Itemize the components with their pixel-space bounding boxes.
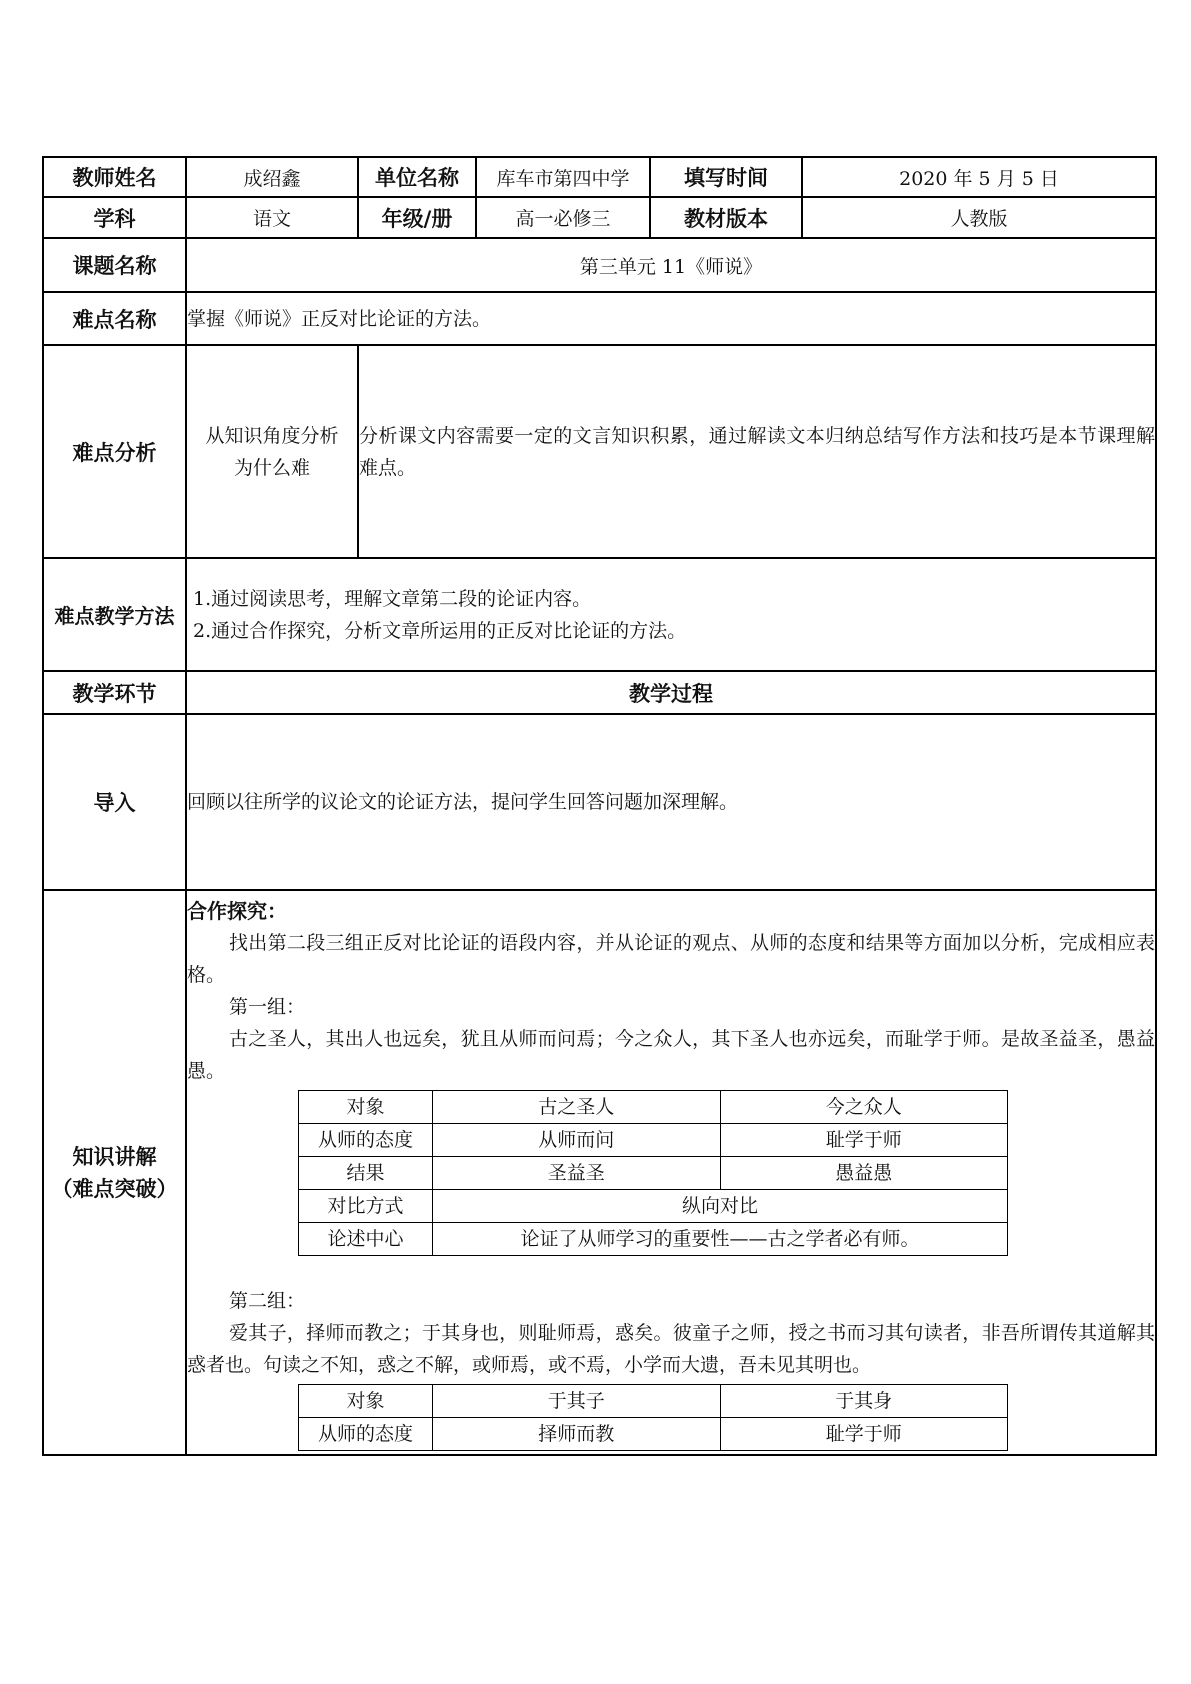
grade-value: 高一必修三 (476, 197, 650, 238)
info-row-2 (43, 197, 1156, 238)
knowledge-content (186, 890, 1156, 1455)
table-cell: 对比方式 (299, 1190, 433, 1223)
group1-row-center (299, 1223, 1008, 1256)
table-cell: 从师的态度 (299, 1124, 433, 1157)
knowledge-label-line1: 知识讲解 (72, 1144, 157, 1169)
analysis-sub-label-line2: 为什么难 (233, 456, 310, 479)
analysis-row (43, 345, 1156, 558)
table-cell: 纵向对比 (433, 1190, 1008, 1223)
difficulty-label: 难点名称 (43, 292, 186, 345)
unit-name-value: 库车市第四中学 (476, 157, 650, 197)
table-cell: 耻学于师 (720, 1124, 1008, 1157)
subject-label: 学科 (43, 197, 186, 238)
fill-time-value: 2020 年 5 月 5 日 (802, 157, 1156, 197)
group2-title: 第二组： (229, 1290, 306, 1312)
method-value (186, 558, 1156, 671)
group2-row-attitude (299, 1418, 1008, 1451)
topic-row (43, 238, 1156, 292)
group2-table (298, 1384, 1008, 1451)
table-cell: 从师而问 (433, 1124, 720, 1157)
group1-text: 古之圣人，其出人也远矣，犹且从师而问焉；今之众人，其下圣人也亦远矣，而耻学于师。是故圣益圣，愚益愚。 (187, 1028, 1155, 1082)
table-cell: 圣益圣 (433, 1157, 720, 1190)
group2-text: 爱其子，择师而教之；于其身也，则耻师焉，惑矣。彼童子之师，授之书而习其句读者，非吾所谓传其道解其惑者也。句读之不知，惑之不解，或师焉，或不焉，小学而大遗，吾未见其明也。 (187, 1322, 1155, 1376)
edition-value: 人教版 (802, 197, 1156, 238)
analysis-sub-label (186, 345, 358, 558)
edition-label: 教材版本 (650, 197, 802, 238)
table-cell: 古之圣人 (433, 1091, 720, 1124)
intro-label: 导入 (43, 714, 186, 890)
table-cell: 今之众人 (720, 1091, 1008, 1124)
subject-value: 语文 (186, 197, 358, 238)
fill-time-label: 填写时间 (650, 157, 802, 197)
grade-label: 年级/册 (358, 197, 476, 238)
table-cell: 从师的态度 (299, 1418, 433, 1451)
group1-row-result (299, 1157, 1008, 1190)
analysis-sub-label-line1: 从知识角度分析 (205, 424, 339, 447)
table-cell: 于其子 (433, 1385, 720, 1418)
difficulty-row (43, 292, 1156, 345)
info-row-1 (43, 157, 1156, 197)
lesson-plan-page (42, 156, 1155, 1456)
group1-title: 第一组： (229, 996, 306, 1018)
difficulty-value: 掌握《师说》正反对比论证的方法。 (186, 292, 1156, 345)
method-line-1: 1.通过阅读思考，理解文章第二段的论证内容。 (193, 587, 592, 610)
process-content-label: 教学过程 (186, 671, 1156, 714)
group1-row-attitude (299, 1124, 1008, 1157)
method-row (43, 558, 1156, 671)
section-title: 合作探究： (187, 899, 287, 923)
table-cell: 结果 (299, 1157, 433, 1190)
topic-value: 第三单元 11《师说》 (186, 238, 1156, 292)
unit-name-label: 单位名称 (358, 157, 476, 197)
table-cell: 论述中心 (299, 1223, 433, 1256)
group1-row-object (299, 1091, 1008, 1124)
table-cell: 于其身 (720, 1385, 1008, 1418)
table-cell: 择师而教 (433, 1418, 720, 1451)
table-cell: 对象 (299, 1385, 433, 1418)
group2-row-object (299, 1385, 1008, 1418)
lesson-plan-table (42, 156, 1157, 1456)
analysis-value: 分析课文内容需要一定的文言知识积累，通过解读文本归纳总结写作方法和技巧是本节课理解难点。 (358, 345, 1156, 558)
knowledge-label-line2: （难点突破） (51, 1176, 178, 1201)
process-stage-label: 教学环节 (43, 671, 186, 714)
spacer (187, 1259, 1155, 1285)
table-cell: 愚益愚 (720, 1157, 1008, 1190)
method-label: 难点教学方法 (43, 558, 186, 671)
method-line-2: 2.通过合作探究，分析文章所运用的正反对比论证的方法。 (193, 619, 687, 642)
table-cell: 耻学于师 (720, 1418, 1008, 1451)
topic-label: 课题名称 (43, 238, 186, 292)
intro-value: 回顾以往所学的议论文的论证方法，提问学生回答问题加深理解。 (186, 714, 1156, 890)
group1-table (298, 1090, 1008, 1256)
process-header-row (43, 671, 1156, 714)
teacher-name-value: 成绍鑫 (186, 157, 358, 197)
teacher-name-label: 教师姓名 (43, 157, 186, 197)
group1-row-contrast (299, 1190, 1008, 1223)
intro-row (43, 714, 1156, 890)
table-cell: 对象 (299, 1091, 433, 1124)
analysis-label: 难点分析 (43, 345, 186, 558)
table-cell: 论证了从师学习的重要性——古之学者必有师。 (433, 1223, 1008, 1256)
knowledge-row (43, 890, 1156, 1455)
knowledge-label (43, 890, 186, 1455)
task-text: 找出第二段三组正反对比论证的语段内容，并从论证的观点、从师的态度和结果等方面加以分析，完成相应表格。 (187, 932, 1155, 986)
